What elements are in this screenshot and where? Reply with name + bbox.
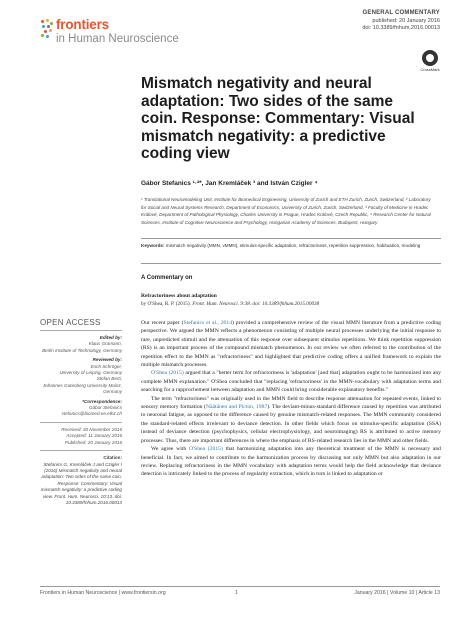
text: ). The deviant-minus-standard difference caused by repetition was attributed to neuronal fatigue, as opposed to the difference caused by genuine mismatch-related responses. The MMN community considered the standard-related effects irrelevant to deviance detection. In other fields which focus on stimulus-specific adaptation (SSA) instead of deviance detection (psychophysics, cellular electrophysiology, and neuroimaging) RS is attributed to active memory processes. Thus, there are important differences in where the emphasis of RS-related research lies in the MMN and other fields.: [141, 404, 441, 444]
reviewer-name: Stefan Berti,: [96, 376, 122, 382]
editor-affiliation: Berlin Institute of Technology, Germany: [42, 347, 122, 353]
reviewer-affiliation: Johannes Gutenberg University Mainz, Germany: [42, 382, 122, 395]
text: argued that a "better term for refractoriness is 'adaptation' [and that] adaptation ought to be harmonized into any complete MMN explanation." O'Shea concluded that "replacing 'refractoriness' in the MMN-vocabulary with adaptation terms and searching for a rapprochement between adaptation and MMN could bring considerable explanatory benefits.": [141, 370, 441, 394]
logo-dot: [42, 25, 45, 28]
footer-divider: [40, 586, 440, 587]
divider: [141, 263, 441, 264]
footer-issue: January 2016 | Volume 10 | Article 13: [354, 590, 440, 596]
reference-authors: by O'Shea, R. P. (2015).: [141, 301, 193, 307]
paragraph: [141, 445, 441, 479]
logo-dot: [41, 34, 44, 37]
logo-dot: [44, 30, 47, 33]
crossmark-label: CrossMark: [420, 67, 440, 72]
reference-journal[interactable]: Front. Hum. Neurosci. 9:38. doi: 10.3389/fnhum.2015.00038: [192, 301, 320, 307]
crossmark-button[interactable]: [420, 50, 440, 72]
commented-article-title[interactable]: Refractoriness about adaptation: [141, 293, 217, 299]
reviewer-name: Erich Schröger,: [90, 363, 122, 369]
crossmark-icon: [422, 50, 438, 66]
commented-article-reference: [141, 301, 319, 307]
citation-block: [40, 455, 122, 506]
correspondence-name: Gábor Stefanics: [89, 405, 122, 411]
edited-by-label: Edited by:: [99, 335, 122, 340]
reviewer-affiliation: University of Leipzig, Germany: [59, 370, 122, 376]
logo-dot: [46, 35, 49, 38]
text: We agree with: [151, 446, 189, 453]
published-date: published: 20 January 2016: [372, 17, 440, 24]
logo-dot: [46, 19, 49, 22]
citation-link[interactable]: O'Shea (2015): [188, 446, 223, 453]
reviewed-by-label: Reviewed by:: [92, 357, 122, 363]
correspondence-email[interactable]: stefanics@biomed.ee.ethz.ch: [61, 411, 122, 417]
author-list[interactable]: Gábor Stefanics ¹·²*, Jan Kremláček ³ and István Czigler ⁴: [141, 180, 318, 187]
affiliations: ¹ Translational Neuromodeling Unit, Institute for Biomedical Engineering, University of Zurich and ETH Zurich, Zurich, Switzerland, ² Laboratory for Social and Neural Systems Research, Department of Economics, University of Zurich, Zurich, Switzerland, ³ Faculty of Medicine in Hradec Králové, Department of Pathological Physiology, Charles University in Prague, Hradec Králové, Czech Republic, ⁴ Research Center for Natural Sciences, Institute of Cognitive Neuroscience and Psychology, Hungarian Academy of Sciences, Budapest, Hungary: [141, 197, 431, 225]
editor-info: [40, 335, 122, 418]
divider: [40, 450, 122, 451]
citation-link[interactable]: O'Shea (2015): [151, 370, 184, 377]
section-heading: A Commentary on: [141, 275, 193, 281]
article-body: [141, 319, 441, 479]
logo-dot: [47, 25, 50, 28]
published-date: Published: 20 January 2016: [65, 439, 122, 445]
keywords-list: mismatch negativity (MMN, vMMN), stimulus-specific adaptation, refractoriness, repetition suppression, habituation, modeling: [165, 243, 421, 248]
logo-journal: in Human Neuroscience: [56, 33, 179, 45]
text: that harmonizing adaptation into any theoretical treatment of the MMN is necessary and beneficial. In fact, we aimed to contribute to the harmonization process by discussing not only MMN but also adaptation in our review. Replacing refractoriness in the MMN vocabulary with adaptation terms would help the field acknowledge that deviance detection is intricately linked to the process of regularity extraction, which in turn is linked to adaptation or: [141, 446, 441, 478]
paragraph: [141, 395, 441, 445]
text: ) provided a comprehensive review of the visual MMN literature from a predictive coding perspective. We argued the MMN reflects a phenomenon consisting of multiple neural processes underlying the initial response to rare, unpredicted stimuli and the attenuation of this response over subsequent stimulus repetitions. We think repetition suppression (RS) is an important process of the compound mismatch phenomenon. In our review we often referred to the contribution of the repetition effect to the MMN as "refractoriness" and highlighted that predictive coding offers a unified framework to explain the multiple mismatch processes.: [141, 320, 441, 369]
divider: [40, 422, 122, 423]
text: The term "refractoriness" was originally used in the MMN field to describe response attenuation for repeated events, linked to sensory memory formation (: [141, 395, 441, 411]
text: Our recent paper (: [141, 320, 184, 326]
citation-text: Stefanics G, Kremláček J and Czigler I (2016) Mismatch negativity and neural adaptation: Two sides of the same coin. Response: Commentary: Visual mismatch negativity: a predictive coding view. Front. Hum. Neurosci. 10:13. doi: 10.3389/fnhum.2016.00013: [40, 461, 122, 505]
logo-dot: [49, 29, 52, 32]
open-access-label: OPEN ACCESS: [40, 318, 101, 327]
citation-link[interactable]: Stefanics et al., 2014: [183, 320, 233, 326]
logo-dot: [41, 20, 44, 23]
doi-link[interactable]: doi: 10.3389/fnhum.2016.00013: [362, 25, 440, 31]
correspondence-label: *Correspondence:: [82, 398, 122, 404]
logo-name: frontiers: [56, 17, 109, 32]
footer-page-number: 1: [235, 590, 238, 596]
keywords-label: Keywords:: [141, 243, 165, 248]
keywords: [141, 242, 441, 249]
logo-dot: [50, 22, 53, 25]
frontiers-logo-dots-icon: [40, 18, 54, 42]
footer-journal-link[interactable]: Frontiers in Human Neuroscience | www.frontiersin.org: [40, 590, 166, 596]
article-type: GENERAL COMMENTARY: [362, 10, 440, 16]
article-meta: [362, 10, 440, 33]
editor-name: Klaus Gramann,: [88, 341, 122, 347]
received-date: Received: 30 November 2015: [61, 426, 122, 432]
frontiers-logo[interactable]: [40, 18, 220, 52]
citation-link[interactable]: Näätänen and Picton, 1987: [205, 404, 268, 411]
sidebar: [40, 318, 122, 506]
accepted-date: Accepted: 11 January 2016: [66, 433, 122, 439]
article-title: Mismatch negativity and neural adaptation: Two sides of the same coin. Response: Commentary: Visual mismatch negativity: a predictive coding view: [141, 75, 415, 162]
paragraph: [141, 369, 441, 394]
citation-label: Citation:: [103, 455, 122, 461]
divider: [141, 238, 441, 239]
divider: [40, 330, 122, 331]
paragraph: [141, 319, 441, 369]
dates: [40, 427, 122, 446]
